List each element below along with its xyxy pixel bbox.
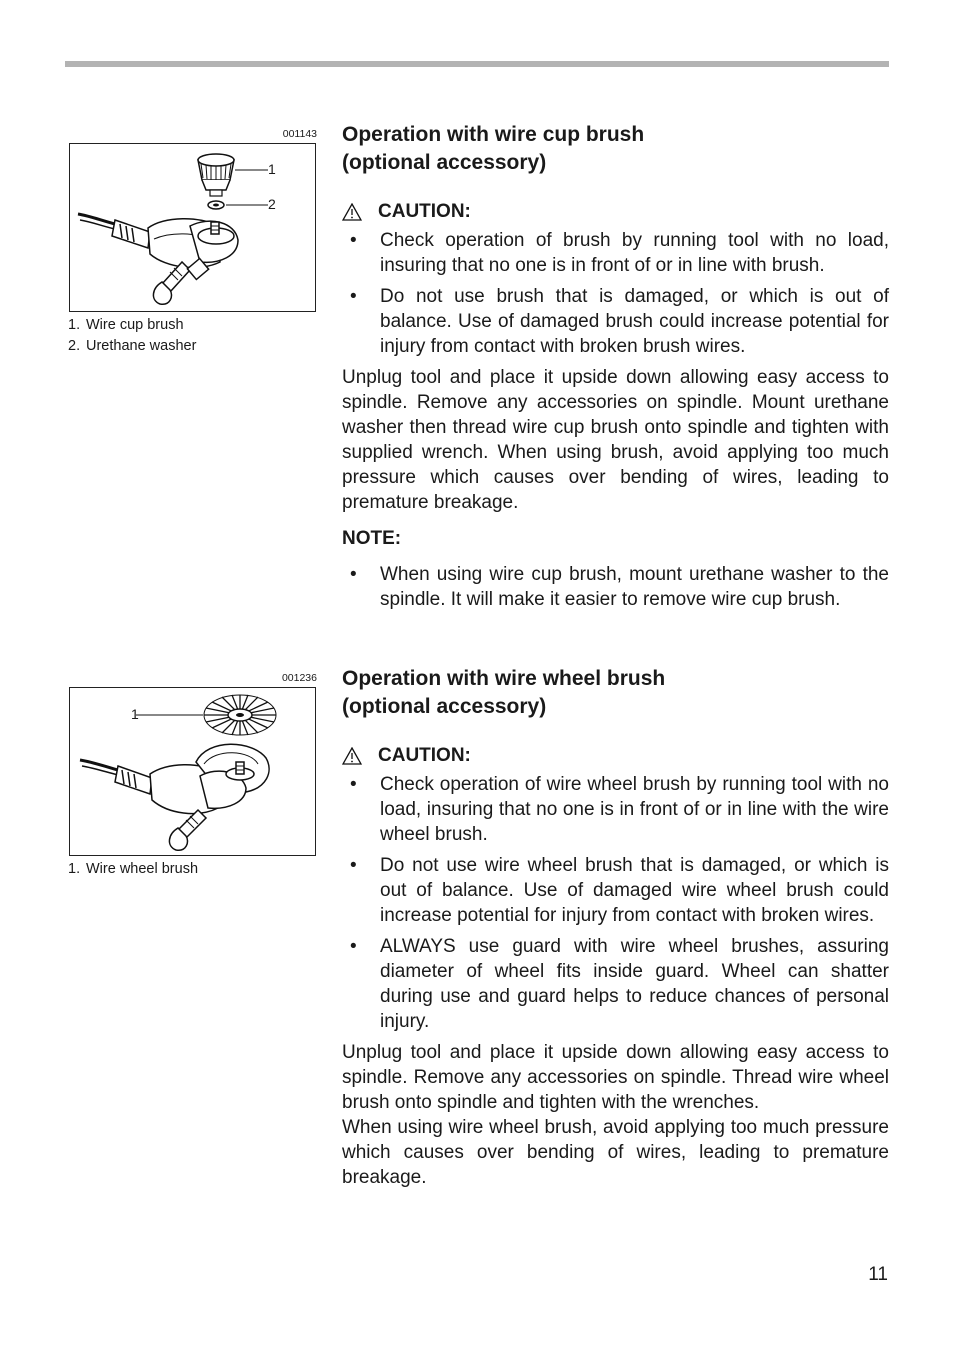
- note-heading: NOTE:: [342, 528, 402, 549]
- body-paragraph: Unplug tool and place it upside down allowing easy access to spindle. Remove any accessories on spindle. Mount urethane washer then thread wire cup brush onto spindle and tighten with supplied wrench. When using brush, avoid applying too much pressure which causes over bending of wires, leading to premature breakage.: [342, 367, 889, 513]
- caution-list: [342, 228, 889, 359]
- callout-1: 1: [131, 706, 139, 722]
- grinder-cup-brush-illustration: [70, 144, 315, 311]
- legend-item: 2. Urethane washer: [68, 338, 197, 354]
- page-number: 11: [868, 1264, 888, 1285]
- caution-heading: CAUTION:: [342, 743, 889, 768]
- figure-code-1: 001143: [282, 128, 317, 140]
- list-item: • Do not use wire wheel brush that is damaged, or which is out of balance. Use of damaged wire wheel brush could increase potential for injury from contact with broken wires.: [342, 853, 889, 928]
- warning-triangle-icon: [342, 203, 362, 221]
- figure-legend-2: [68, 859, 198, 880]
- note-list: [342, 562, 889, 612]
- list-item: • ALWAYS use guard with wire wheel brushes, assuring diameter of wheel fits inside guard. Wheel can shatter during use and guard helps to reduce chances of personal injury.: [342, 934, 889, 1034]
- figure-wire-wheel-brush: [69, 687, 316, 856]
- list-item: • Check operation of wire wheel brush by running tool with no load, insuring that no one is in front of or in line with the wire wheel brush.: [342, 772, 889, 847]
- list-item: • Do not use brush that is damaged, or which is out of balance. Use of damaged brush could increase potential for injury from contact with broken brush wires.: [342, 284, 889, 359]
- list-item: • Check operation of brush by running tool with no load, insuring that no one is in front of or in line with brush.: [342, 228, 889, 278]
- body-paragraph: When using wire wheel brush, avoid applying too much pressure which causes over bending of wires, leading to premature breakage.: [342, 1117, 889, 1188]
- caution-heading: CAUTION:: [342, 199, 889, 224]
- legend-item: 1. Wire cup brush: [68, 317, 184, 333]
- legend-item: 1. Wire wheel brush: [68, 861, 199, 877]
- body-paragraph: Unplug tool and place it upside down allowing easy access to spindle. Remove any accessories on spindle. Thread wire wheel brush onto spindle and tighten with the wrenches.: [342, 1042, 889, 1113]
- section-title: Operation with wire wheel brush (optional accessory): [342, 667, 666, 718]
- callout-2: 2: [268, 196, 276, 212]
- section-wire-wheel-brush: [342, 665, 889, 1190]
- top-rule: [65, 61, 889, 67]
- caution-list: [342, 772, 889, 1034]
- figure-code-2: 001236: [281, 672, 317, 684]
- section-wire-cup-brush: [342, 121, 889, 618]
- figure-wire-cup-brush: [69, 143, 316, 312]
- list-item: • When using wire cup brush, mount urethane washer to the spindle. It will make it easier to remove wire cup brush.: [342, 562, 889, 612]
- grinder-wheel-brush-illustration: [70, 688, 315, 855]
- callout-1: 1: [268, 161, 276, 177]
- section-title: Operation with wire cup brush (optional accessory): [342, 123, 645, 174]
- warning-triangle-icon: [342, 747, 362, 765]
- figure-legend-1: [68, 315, 196, 357]
